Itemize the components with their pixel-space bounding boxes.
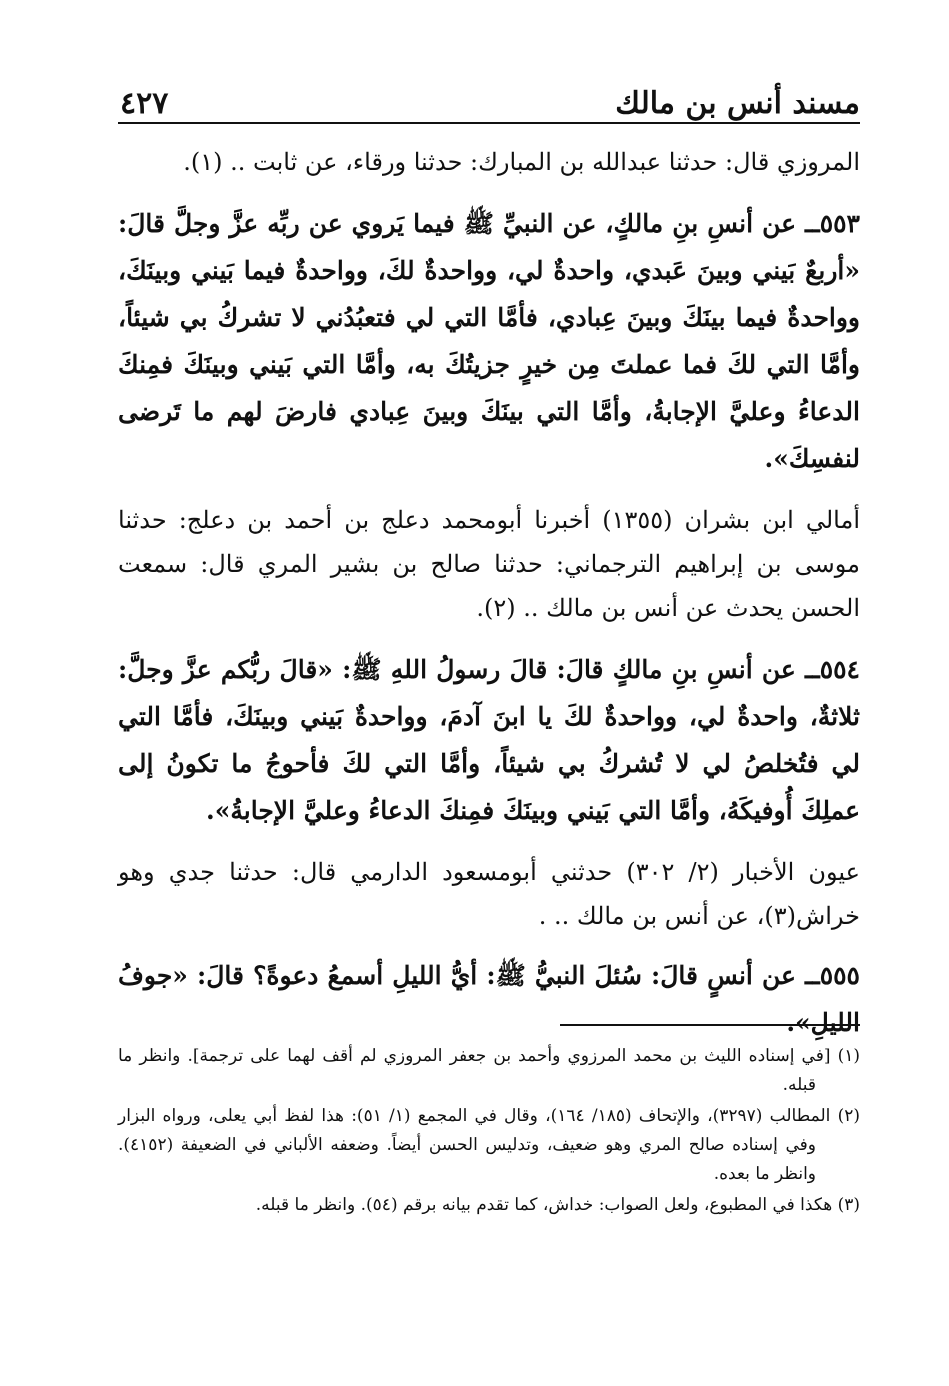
hadith-555: ٥٥٥ــ عن أنسٍ قالَ: سُئلَ النبيُّ ﷺ: أيُّ الليلِ أسمعُ دعوةً؟ قالَ: «جوفُ الليلِ». — [118, 961, 860, 1037]
footnote-divider — [560, 1024, 860, 1026]
page-number: ٤٢٧ — [120, 86, 169, 121]
main-text — [118, 140, 860, 1062]
footnote-1: (١) [في إسناده الليث بن محمد المرزوي وأحمد بن جعفر المروزي لم أقف لهما على ترجمة]. وانظر ما قبله. — [118, 1046, 860, 1095]
hadith-553: ٥٥٣ــ عن أنسِ بنِ مالكٍ، عن النبيِّ ﷺ فيما يَروي عن ربِّه عزَّ وجلَّ قالَ: «أربعٌ بَيني وبينَ عَبدي، واحدةٌ لي، وواحدةٌ لكَ، وواحدةٌ فيما بَيني وبينَكَ، وواحدةٌ فيما بينَكَ وبينَ عِبادي، فأمَّا التي لي فتعبُدُني لا تشركُ بي شيئاً، وأمَّا التي لكَ فما عملتَ مِن خيرٍ جزيتُكَ به، وأمَّا التي بَيني وبينَكَ فمِنكَ الدعاءُ وعليَّ الإجابةُ، وأمَّا التي بينَكَ وبينَ عِبادي فارضَ لهم ما تَرضى لنفسِكَ». — [118, 209, 860, 473]
source-paragraph-3: عيون الأخبار (٢/ ٣٠٢) حدثني أبومسعود الدارمي قال: حدثنا جدي وهو خراش(٣)، عن أنس بن مالك .. . — [118, 858, 860, 930]
footnote-3: (٣) هكذا في المطبوع، ولعل الصواب: خداش، كما تقدم بيانه برقم (٥٤). وانظر ما قبله. — [255, 1195, 860, 1215]
hadith-554: ٥٥٤ــ عن أنسِ بنِ مالكٍ قالَ: قالَ رسولُ اللهِ ﷺ: «قالَ ربُّكم عزَّ وجلَّ: ثلاثةٌ، واحدةٌ لي، وواحدةٌ لكَ يا ابنَ آدمَ، وواحدةٌ بَيني وبينَكَ، فأمَّا التي لي فتُخلصُ لي لا تُشركُ بي شيئاً، وأمَّا التي لكَ فأحوجُ ما تكونُ إلى عملِكَ أُوفيكَهُ، وأمَّا التي بَيني وبينَكَ فمِنكَ الدعاءُ وعليَّ الإجابةُ». — [118, 655, 860, 825]
footnotes — [118, 1042, 860, 1222]
footnote-2: (٢) المطالب (٣٢٩٧)، والإتحاف (١٨٥/ ١٦٤)، وقال في المجمع (١/ ٥١): هذا لفظ أبي يعلى، ورواه البزار وفي إسناده صالح المري وهو ضعيف، وتدليس الحسن أيضاً. وضعفه الألباني في الضعيفة (٤١٥٢). وانظر ما بعده. — [118, 1106, 860, 1184]
source-paragraph-1: المروزي قال: حدثنا عبدالله بن المبارك: حدثنا ورقاء، عن ثابت .. (١). — [183, 148, 860, 176]
source-paragraph-2: أمالي ابن بشران (١٣٥٥) أخبرنا أبومحمد دعلج بن أحمد بن دعلج: حدثنا موسى بن إبراهيم الترجماني: حدثنا صالح بن بشير المري قال: سمعت الحسن يحدث عن أنس بن مالك .. (٢). — [118, 506, 860, 622]
header-title: مسند أنس بن مالك — [615, 86, 860, 121]
running-header — [118, 82, 860, 124]
